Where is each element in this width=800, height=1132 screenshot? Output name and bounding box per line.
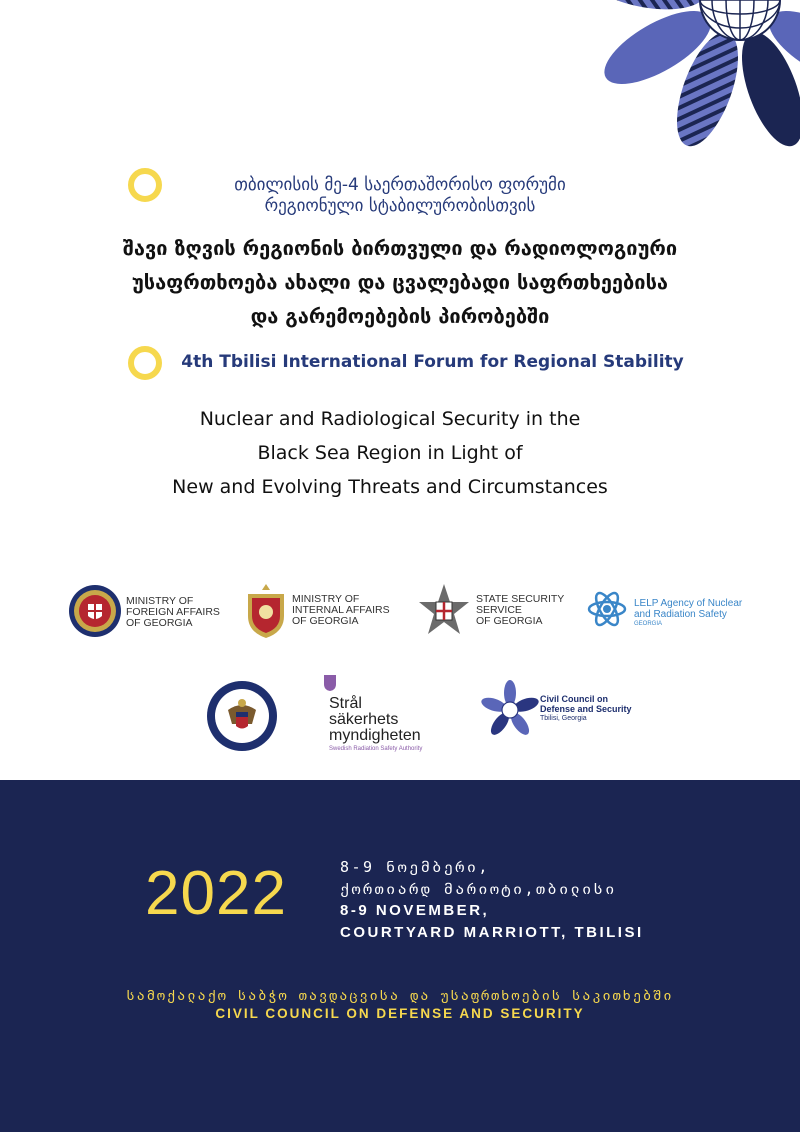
mia-logo-line: MINISTRY OF bbox=[292, 593, 360, 605]
mia-logo-line: INTERNAL AFFAIRS bbox=[292, 604, 390, 616]
event-year: 2022 bbox=[145, 859, 287, 928]
conference-title-ka-line: და გარემოებების პირობებში bbox=[250, 304, 550, 328]
ccds-logo-text bbox=[540, 694, 632, 724]
ssm-logo-line: Strål bbox=[329, 695, 362, 712]
conference-title-en-line: New and Evolving Threats and Circumstances bbox=[172, 476, 608, 498]
mia-logo-text bbox=[292, 594, 390, 627]
ccds-logo-line: Tbilisi, Georgia bbox=[540, 715, 587, 722]
ssm-logo-line: säkerhets bbox=[329, 711, 399, 728]
conference-title-en-line: Black Sea Region in Light of bbox=[257, 442, 523, 464]
conference-title-en bbox=[90, 402, 690, 504]
event-venue-ka: ქორთიარდ მარიოტი,თბილისი bbox=[340, 880, 617, 898]
sss-logo-line: OF GEORGIA bbox=[476, 615, 543, 627]
lelp-logo-line: LELP Agency of Nuclear bbox=[634, 598, 743, 609]
sss-logo-text bbox=[476, 594, 564, 627]
mia-shield-icon bbox=[243, 582, 289, 640]
mia-logo-line: OF GEORGIA bbox=[292, 615, 359, 627]
us-state-department-seal-icon bbox=[206, 680, 278, 752]
ccds-logo-line: Defense and Security bbox=[540, 704, 632, 714]
lelp-atom-icon bbox=[587, 588, 627, 630]
mfa-seal-icon bbox=[68, 584, 122, 638]
ssm-logo-text bbox=[329, 696, 422, 754]
forum-title-ka-line2: რეგიონული სტაბილურობისთვის bbox=[264, 196, 536, 216]
sss-star-icon bbox=[417, 582, 471, 638]
bullet-circle-icon bbox=[128, 346, 162, 380]
mfa-logo-line: MINISTRY OF bbox=[126, 595, 194, 607]
conference-title-en-line: Nuclear and Radiological Security in the bbox=[199, 408, 581, 430]
bullet-circle-icon bbox=[128, 168, 162, 202]
conference-title-ka bbox=[40, 231, 760, 333]
organizer-en: CIVIL COUNCIL ON DEFENSE AND SECURITY bbox=[215, 1006, 585, 1021]
lelp-logo-line: GEORGIA bbox=[634, 621, 663, 627]
ssm-logo-line: Swedish Radiation Safety Authority bbox=[329, 746, 423, 752]
mfa-logo-line: FOREIGN AFFAIRS bbox=[126, 606, 220, 618]
event-venue-en: COURTYARD MARRIOTT, TBILISI bbox=[340, 924, 644, 941]
event-date-en: 8-9 NOVEMBER, bbox=[340, 902, 490, 919]
mfa-logo-line: OF GEORGIA bbox=[126, 617, 193, 629]
conference-title-ka-line: უსაფრთხოება ახალი და ცვალებადი საფრთხეებისა bbox=[131, 270, 669, 294]
organizer-ka: სამოქალაქო საბჭო თავდაცვისა და უსაფრთხოების საკითხებში bbox=[126, 988, 674, 1004]
poster-bottom-section bbox=[0, 780, 800, 1132]
ssm-shield-icon bbox=[323, 674, 337, 692]
sss-logo-line: STATE SECURITY bbox=[476, 593, 565, 605]
conference-title-ka-line: შავი ზღვის რეგიონის ბირთვული და რადიოლოგიური bbox=[122, 236, 678, 260]
ssm-logo-line: myndigheten bbox=[329, 727, 421, 744]
flower-globe-icon bbox=[590, 0, 800, 160]
lelp-logo-line: and Radiation Safety bbox=[634, 609, 727, 620]
event-date-ka: 8-9 ნოემბერი, bbox=[340, 858, 490, 876]
mfa-logo-text bbox=[126, 596, 220, 629]
sss-logo-line: SERVICE bbox=[476, 604, 522, 616]
ccds-flower-icon bbox=[480, 680, 540, 740]
lelp-logo-text bbox=[634, 598, 742, 628]
forum-title-ka-line1: თბილისის მე-4 საერთაშორისო ფორუმი bbox=[234, 175, 566, 195]
forum-title-en: 4th Tbilisi International Forum for Regional Stability bbox=[181, 352, 684, 372]
ccds-logo-line: Civil Council on bbox=[540, 694, 609, 704]
